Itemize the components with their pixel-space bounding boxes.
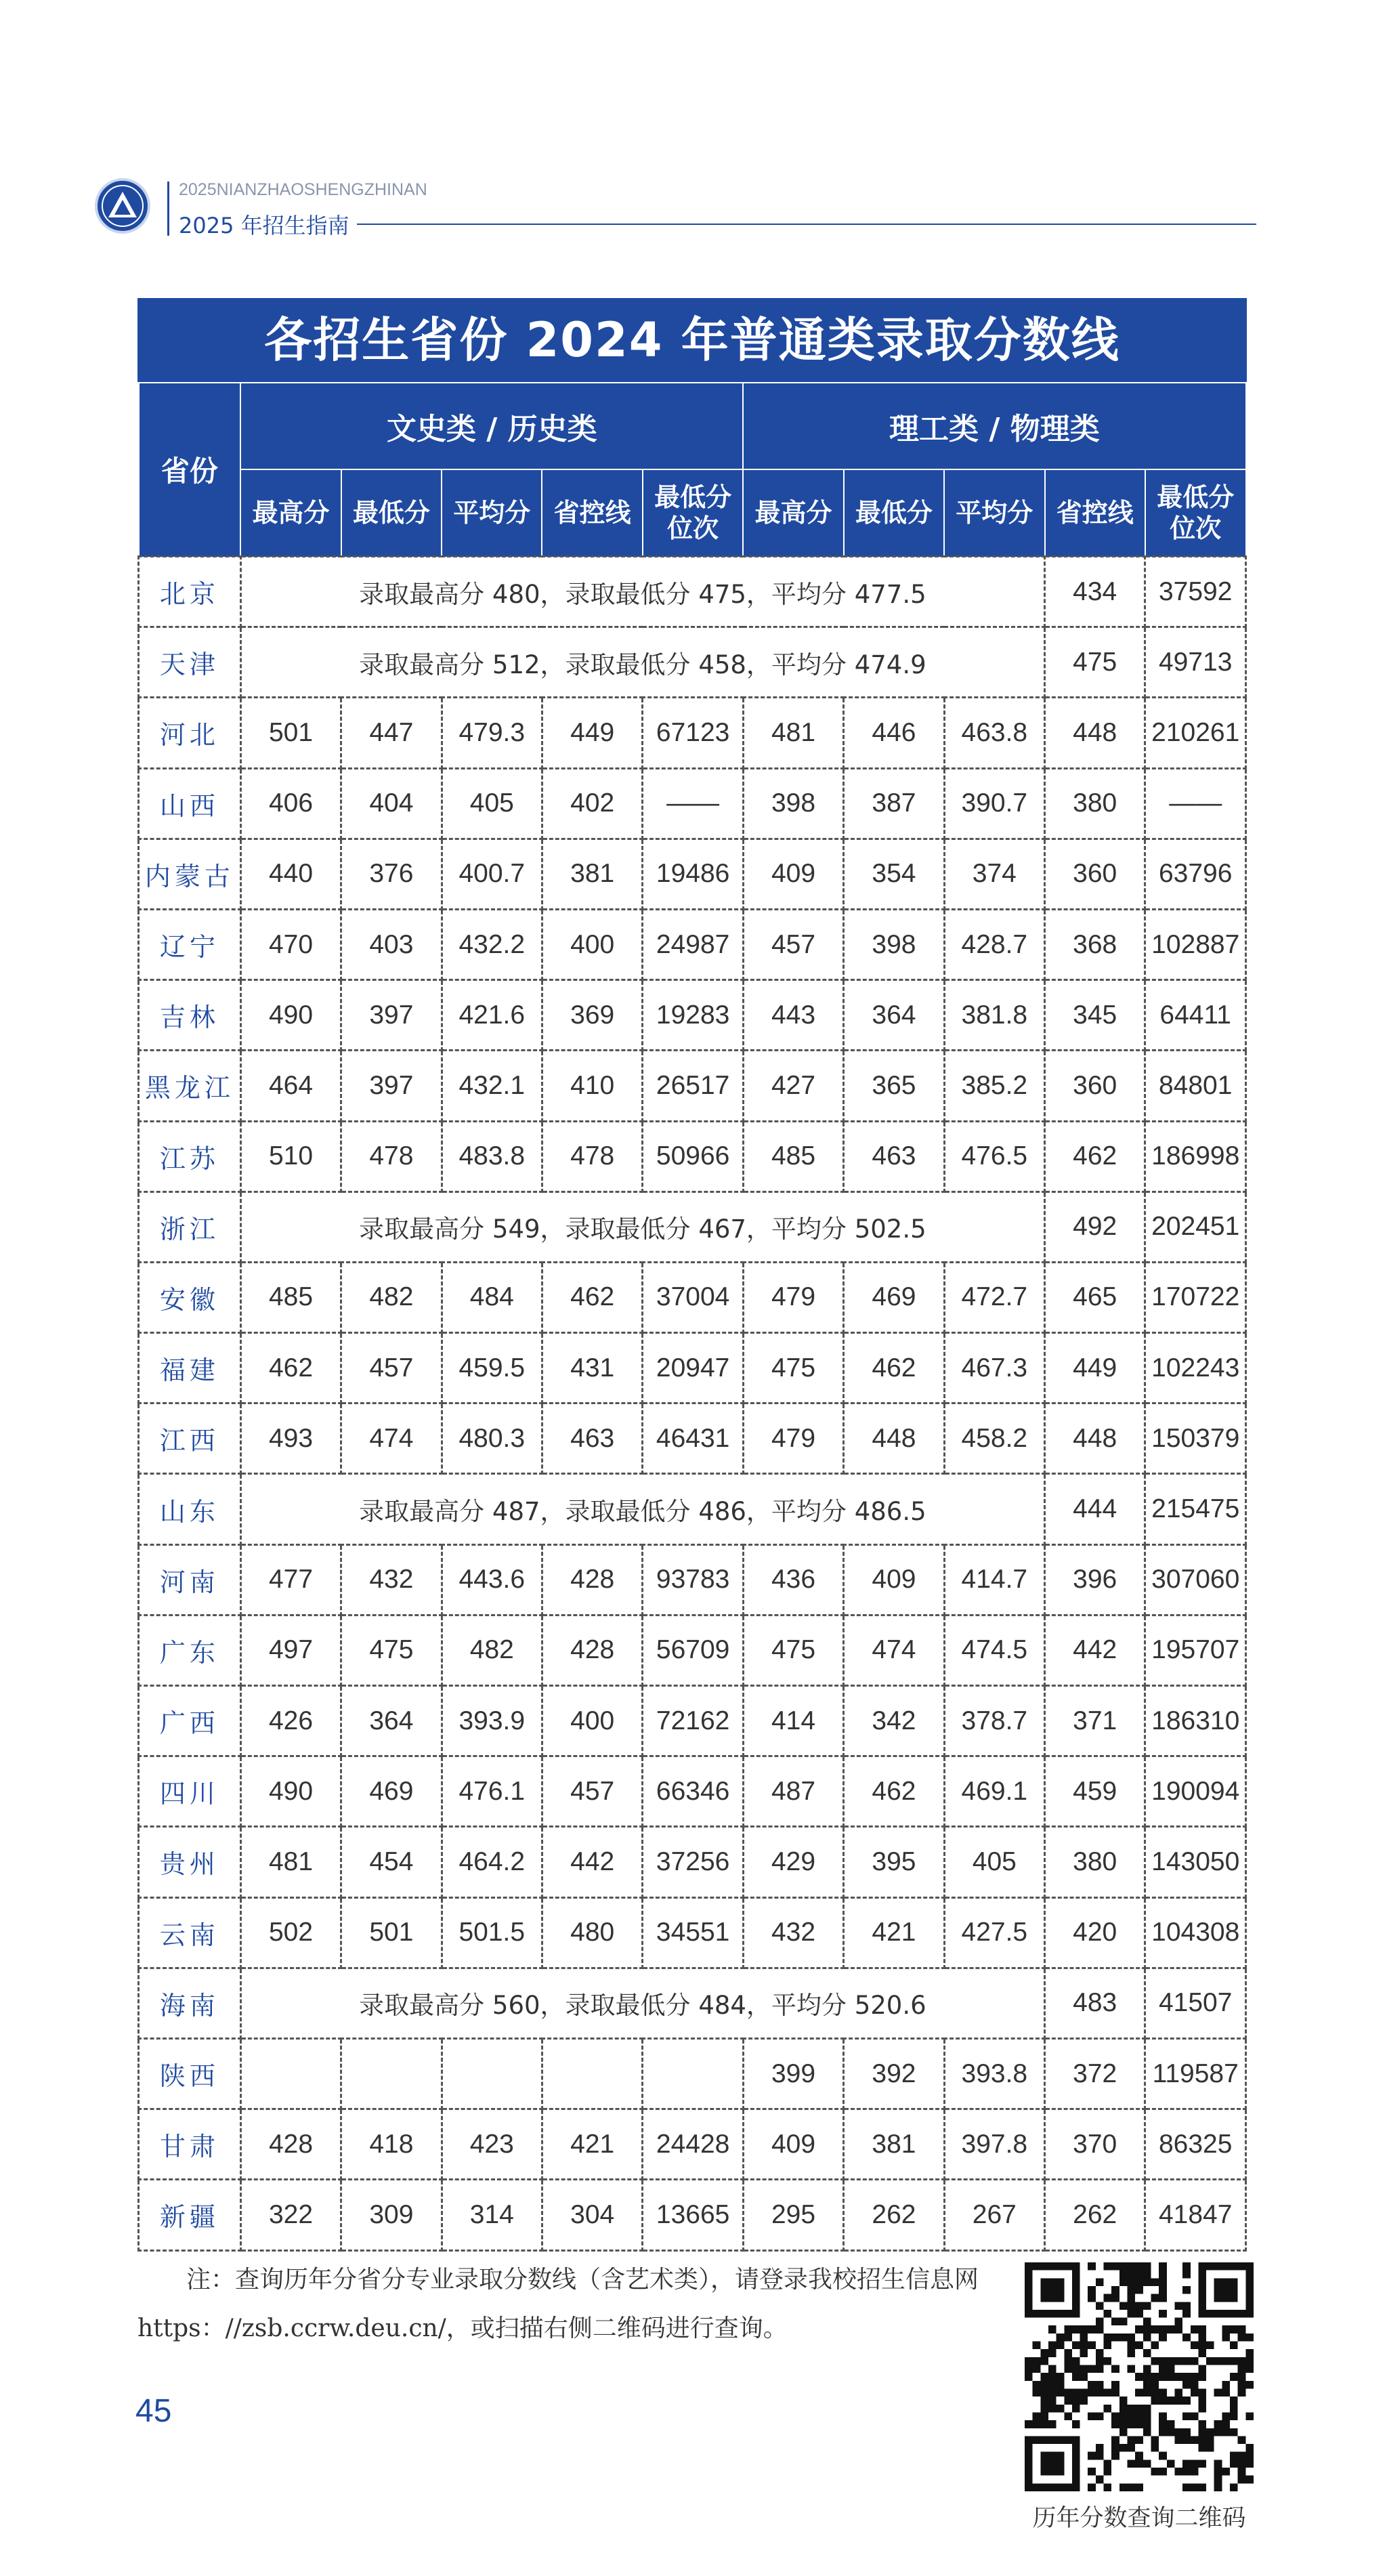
score-cell: 482 [442,1615,542,1685]
score-cell: 428 [542,1615,642,1685]
score-cell: 37004 [643,1262,743,1332]
summary-cell: 录取最高分 480，录取最低分 475，平均分 477.5 [240,557,1044,627]
score-cell: 501.5 [442,1897,542,1968]
table-row [139,2038,1246,2109]
province-cell: 新疆 [139,2180,241,2250]
province-cell: 安徽 [139,1262,241,1332]
score-cell: 475 [341,1615,442,1685]
table-row [139,1827,1246,1897]
score-cell: 26517 [643,1051,743,1121]
score-cell: 459 [1045,1756,1145,1827]
score-cell: 469 [844,1262,944,1332]
score-cell: 304 [542,2180,642,2250]
score-cell: 397 [341,1051,442,1121]
score-cell: 472.7 [944,1262,1044,1332]
score-cell: 462 [240,1333,341,1403]
rank-cell: 202451 [1145,1191,1246,1262]
province-cell: 浙江 [139,1191,241,1262]
province-cell: 广东 [139,1615,241,1685]
score-cell: 421 [844,1897,944,1968]
score-cell: 443 [743,980,843,1051]
header-divider [167,182,169,236]
province-cell: 四川 [139,1756,241,1827]
table-row [139,1474,1246,1544]
table-title: 各招生省份 2024 年普通类录取分数线 [137,298,1247,382]
province-cell: 福建 [139,1333,241,1403]
score-cell: 150379 [1145,1403,1246,1474]
score-cell: 102887 [1145,909,1246,979]
score-cell: 418 [341,2109,442,2180]
score-cell: 392 [844,2038,944,2109]
header-rule [357,224,1256,225]
score-cell: 480 [542,1897,642,1968]
province-cell: 广西 [139,1686,241,1756]
qr-caption: 历年分数查询二维码 [1032,2505,1246,2532]
score-cell: 429 [743,1827,843,1897]
score-cell: 387 [844,768,944,839]
score-cell: 446 [844,698,944,768]
score-cell: 490 [240,980,341,1051]
score-cell: 464 [240,1051,341,1121]
province-cell: 陕西 [139,2038,241,2109]
score-cell: 432.1 [442,1051,542,1121]
score-cell: 24428 [643,2109,743,2180]
score-cell: 13665 [643,2180,743,2250]
page-number: 45 [135,2393,172,2429]
score-cell: 393.9 [442,1686,542,1756]
province-cell: 贵州 [139,1827,241,1897]
score-cell: 465 [1045,1262,1145,1332]
score-cell: 481 [743,698,843,768]
score-cell: 371 [1045,1686,1145,1756]
score-cell: 457 [743,909,843,979]
province-cell: 江西 [139,1403,241,1474]
score-cell: 93783 [643,1544,743,1615]
score-cell: 354 [844,839,944,909]
table-row [139,627,1246,698]
score-cell: 457 [341,1333,442,1403]
score-cell: 463.8 [944,698,1044,768]
control-line-cell: 475 [1045,627,1145,698]
control-line-cell: 492 [1045,1191,1145,1262]
score-cell [442,2038,542,2109]
score-cell: 428 [240,2109,341,2180]
score-cell: 421 [542,2109,642,2180]
score-cell: 186998 [1145,1121,1246,1191]
score-cell: 481 [240,1827,341,1897]
score-cell: 482 [341,1262,442,1332]
score-cell: 143050 [1145,1827,1246,1897]
province-cell: 山西 [139,768,241,839]
column-header: 最低分 位次 [1145,469,1246,557]
score-cell: 370 [1045,2109,1145,2180]
score-cell [542,2038,642,2109]
table-row [139,980,1246,1051]
score-cell: 364 [844,980,944,1051]
summary-cell: 录取最高分 560，录取最低分 484，平均分 520.6 [240,1968,1044,2038]
score-cell: 20947 [643,1333,743,1403]
table-row [139,1756,1246,1827]
score-cell: 475 [743,1333,843,1403]
table-row [139,1262,1246,1332]
subheader-row [139,469,1246,557]
column-header: 平均分 [944,469,1044,557]
score-cell: 469 [341,1756,442,1827]
score-cell: 431 [542,1333,642,1403]
score-cell: 119587 [1145,2038,1246,2109]
score-cell: 376 [341,839,442,909]
score-cell: 410 [542,1051,642,1121]
table-row [139,839,1246,909]
score-cell: 322 [240,2180,341,2250]
province-cell: 黑龙江 [139,1051,241,1121]
rank-cell: 41507 [1145,1968,1246,2038]
score-cell: 448 [844,1403,944,1474]
score-cell: 448 [1045,1403,1145,1474]
score-cell: 480.3 [442,1403,542,1474]
score-cell: 342 [844,1686,944,1756]
score-cell: 368 [1045,909,1145,979]
score-cell: 409 [743,839,843,909]
score-cell: 428.7 [944,909,1044,979]
score-cell: 501 [240,698,341,768]
score-cell: 309 [341,2180,442,2250]
column-header: 最高分 [743,469,843,557]
control-line-cell: 444 [1045,1474,1145,1544]
score-cell: 470 [240,909,341,979]
score-cell: 485 [240,1262,341,1332]
score-cell: 385.2 [944,1051,1044,1121]
province-cell: 辽宁 [139,909,241,979]
score-cell: 432 [743,1897,843,1968]
score-cell: 400 [542,1686,642,1756]
score-cell: 46431 [643,1403,743,1474]
score-cell: 462 [844,1333,944,1403]
column-header: 省控线 [1045,469,1145,557]
score-cell: 462 [1045,1121,1145,1191]
score-cell: 67123 [643,698,743,768]
score-cell [341,2038,442,2109]
column-header: 最高分 [240,469,341,557]
province-cell: 河南 [139,1544,241,1615]
score-cell: 307060 [1145,1544,1246,1615]
score-cell: 365 [844,1051,944,1121]
province-cell: 山东 [139,1474,241,1544]
score-cell: 479 [743,1262,843,1332]
province-cell: 河北 [139,698,241,768]
control-line-cell: 434 [1045,557,1145,627]
score-cell: 195707 [1145,1615,1246,1685]
table-row [139,1686,1246,1756]
score-cell: 104308 [1145,1897,1246,1968]
score-cell: 475 [743,1615,843,1685]
table-row [139,1403,1246,1474]
score-cell: 66346 [643,1756,743,1827]
score-cell: 427 [743,1051,843,1121]
score-cell: 396 [1045,1544,1145,1615]
table-row [139,557,1246,627]
score-cell: 314 [442,2180,542,2250]
score-cell: 170722 [1145,1262,1246,1332]
score-cell: 381 [542,839,642,909]
admission-score-table [137,298,1247,2252]
score-cell: 478 [542,1121,642,1191]
province-cell: 天津 [139,627,241,698]
score-cell: 24987 [643,909,743,979]
table-row [139,698,1246,768]
score-cell: 478 [341,1121,442,1191]
table-row [139,2109,1246,2180]
province-cell: 云南 [139,1897,241,1968]
column-header: 最低分 [844,469,944,557]
score-cell: 381 [844,2109,944,2180]
table-row [139,1615,1246,1685]
table-body [139,557,1246,2251]
score-cell: 414 [743,1686,843,1756]
score-cell: 19283 [643,980,743,1051]
score-cell: 50966 [643,1121,743,1191]
table-row [139,768,1246,839]
score-cell: 449 [542,698,642,768]
score-cell: 86325 [1145,2109,1246,2180]
province-cell: 江苏 [139,1121,241,1191]
table-row [139,1051,1246,1121]
score-cell: 378.7 [944,1686,1044,1756]
score-cell: 436 [743,1544,843,1615]
score-cell: 381.8 [944,980,1044,1051]
score-cell: 485 [743,1121,843,1191]
score-cell: 443.6 [442,1544,542,1615]
score-cell: 397.8 [944,2109,1044,2180]
score-cell: 510 [240,1121,341,1191]
score-cell: 458.2 [944,1403,1044,1474]
score-cell: 474 [844,1615,944,1685]
score-cell: 405 [442,768,542,839]
score-cell: 364 [341,1686,442,1756]
score-cell: 404 [341,768,442,839]
score-cell: 398 [743,768,843,839]
university-logo [95,178,150,234]
score-cell: 295 [743,2180,843,2250]
province-cell: 海南 [139,1968,241,2038]
table-row [139,1333,1246,1403]
score-cell: 390.7 [944,768,1044,839]
table-row [139,1968,1246,2038]
score-cell: 190094 [1145,1756,1246,1827]
score-cell: 479.3 [442,698,542,768]
score-cell: 474.5 [944,1615,1044,1685]
rank-cell: 215475 [1145,1474,1246,1544]
province-column-header: 省份 [139,383,241,557]
table-row [139,1121,1246,1191]
qr-code[interactable] [1025,2262,1254,2491]
logo-emblem-icon [98,181,148,231]
summary-cell: 录取最高分 549，录取最低分 467，平均分 502.5 [240,1191,1044,1262]
score-cell: 476.5 [944,1121,1044,1191]
province-cell: 吉林 [139,980,241,1051]
score-cell: 360 [1045,1051,1145,1121]
score-cell: 426 [240,1686,341,1756]
score-cell: 428 [542,1544,642,1615]
score-cell [643,2038,743,2109]
score-cell: 262 [844,2180,944,2250]
score-cell: 484 [442,1262,542,1332]
score-cell: 432 [341,1544,442,1615]
column-header: 省控线 [542,469,642,557]
score-cell: 405 [944,1827,1044,1897]
table-row [139,2180,1246,2250]
score-cell: 483.8 [442,1121,542,1191]
score-cell: 476.1 [442,1756,542,1827]
score-cell: 440 [240,839,341,909]
qr-code-icon [1025,2262,1254,2491]
score-cell: 497 [240,1615,341,1685]
summary-cell: 录取最高分 487，录取最低分 486，平均分 486.5 [240,1474,1044,1544]
score-cell: 454 [341,1827,442,1897]
score-cell: 262 [1045,2180,1145,2250]
score-cell: 477 [240,1544,341,1615]
score-cell: 474 [341,1403,442,1474]
score-cell: 397 [341,980,442,1051]
score-cell: 502 [240,1897,341,1968]
score-cell: 490 [240,1756,341,1827]
score-cell: 462 [844,1756,944,1827]
score-cell: 372 [1045,2038,1145,2109]
control-line-cell: 483 [1045,1968,1145,2038]
score-cell: 64411 [1145,980,1246,1051]
score-cell: 72162 [643,1686,743,1756]
score-cell: 402 [542,768,642,839]
science-group-header: 理工类 / 物理类 [743,383,1245,469]
header-pinyin: 2025NIANZHAOSHENGZHINAN [179,180,427,199]
score-cell: 210261 [1145,698,1246,768]
score-cell: 479 [743,1403,843,1474]
score-cell: —— [1145,768,1246,839]
score-cell: 459.5 [442,1333,542,1403]
score-cell: 400.7 [442,839,542,909]
province-cell: 甘肃 [139,2109,241,2180]
score-cell: 467.3 [944,1333,1044,1403]
column-header: 最低分 [341,469,442,557]
score-cell: 423 [442,2109,542,2180]
score-cell: 414.7 [944,1544,1044,1615]
score-cell: 369 [542,980,642,1051]
score-cell: —— [643,768,743,839]
score-cell: 457 [542,1756,642,1827]
score-cell: 399 [743,2038,843,2109]
score-cell: 409 [743,2109,843,2180]
score-cell [240,2038,341,2109]
score-cell: 442 [1045,1615,1145,1685]
score-cell: 400 [542,909,642,979]
score-cell: 380 [1045,768,1145,839]
score-cell: 493 [240,1403,341,1474]
score-cell: 487 [743,1756,843,1827]
province-cell: 北京 [139,557,241,627]
column-header: 平均分 [442,469,542,557]
score-cell: 84801 [1145,1051,1246,1121]
score-cell: 267 [944,2180,1044,2250]
score-cell: 464.2 [442,1827,542,1897]
score-cell: 186310 [1145,1686,1246,1756]
liberal-arts-group-header: 文史类 / 历史类 [240,383,743,469]
score-cell: 449 [1045,1333,1145,1403]
score-cell: 374 [944,839,1044,909]
score-cell: 360 [1045,839,1145,909]
score-cell: 462 [542,1262,642,1332]
score-cell: 447 [341,698,442,768]
score-cell: 463 [542,1403,642,1474]
table-row [139,909,1246,979]
rank-cell: 49713 [1145,627,1246,698]
score-cell: 432.2 [442,909,542,979]
score-cell: 403 [341,909,442,979]
score-cell: 442 [542,1827,642,1897]
query-note: 注：查询历年分省分专业录取分数线（含艺术类），请登录我校招生信息网 https：//zsb.ccrw.deu.cn/，或扫描右侧二维码进行查询。 [137,2266,979,2342]
score-cell: 463 [844,1121,944,1191]
score-cell: 56709 [643,1615,743,1685]
score-cell: 501 [341,1897,442,1968]
score-cell: 34551 [643,1897,743,1968]
score-cell: 19486 [643,839,743,909]
table-row [139,1544,1246,1615]
header-title: 2025 年招生指南 [179,213,349,238]
score-cell: 41847 [1145,2180,1246,2250]
score-cell: 406 [240,768,341,839]
column-header: 最低分 位次 [643,469,743,557]
score-cell: 409 [844,1544,944,1615]
score-cell: 395 [844,1827,944,1897]
score-cell: 427.5 [944,1897,1044,1968]
score-cell: 469.1 [944,1756,1044,1827]
rank-cell: 37592 [1145,557,1246,627]
score-cell: 102243 [1145,1333,1246,1403]
score-cell: 393.8 [944,2038,1044,2109]
score-cell: 345 [1045,980,1145,1051]
province-cell: 内蒙古 [139,839,241,909]
score-cell: 398 [844,909,944,979]
score-cell: 421.6 [442,980,542,1051]
score-cell: 63796 [1145,839,1246,909]
table-row [139,1191,1246,1262]
summary-cell: 录取最高分 512，录取最低分 458，平均分 474.9 [240,627,1044,698]
score-cell: 380 [1045,1827,1145,1897]
table-row [139,1897,1246,1968]
score-cell: 448 [1045,698,1145,768]
score-cell: 37256 [643,1827,743,1897]
score-cell: 420 [1045,1897,1145,1968]
